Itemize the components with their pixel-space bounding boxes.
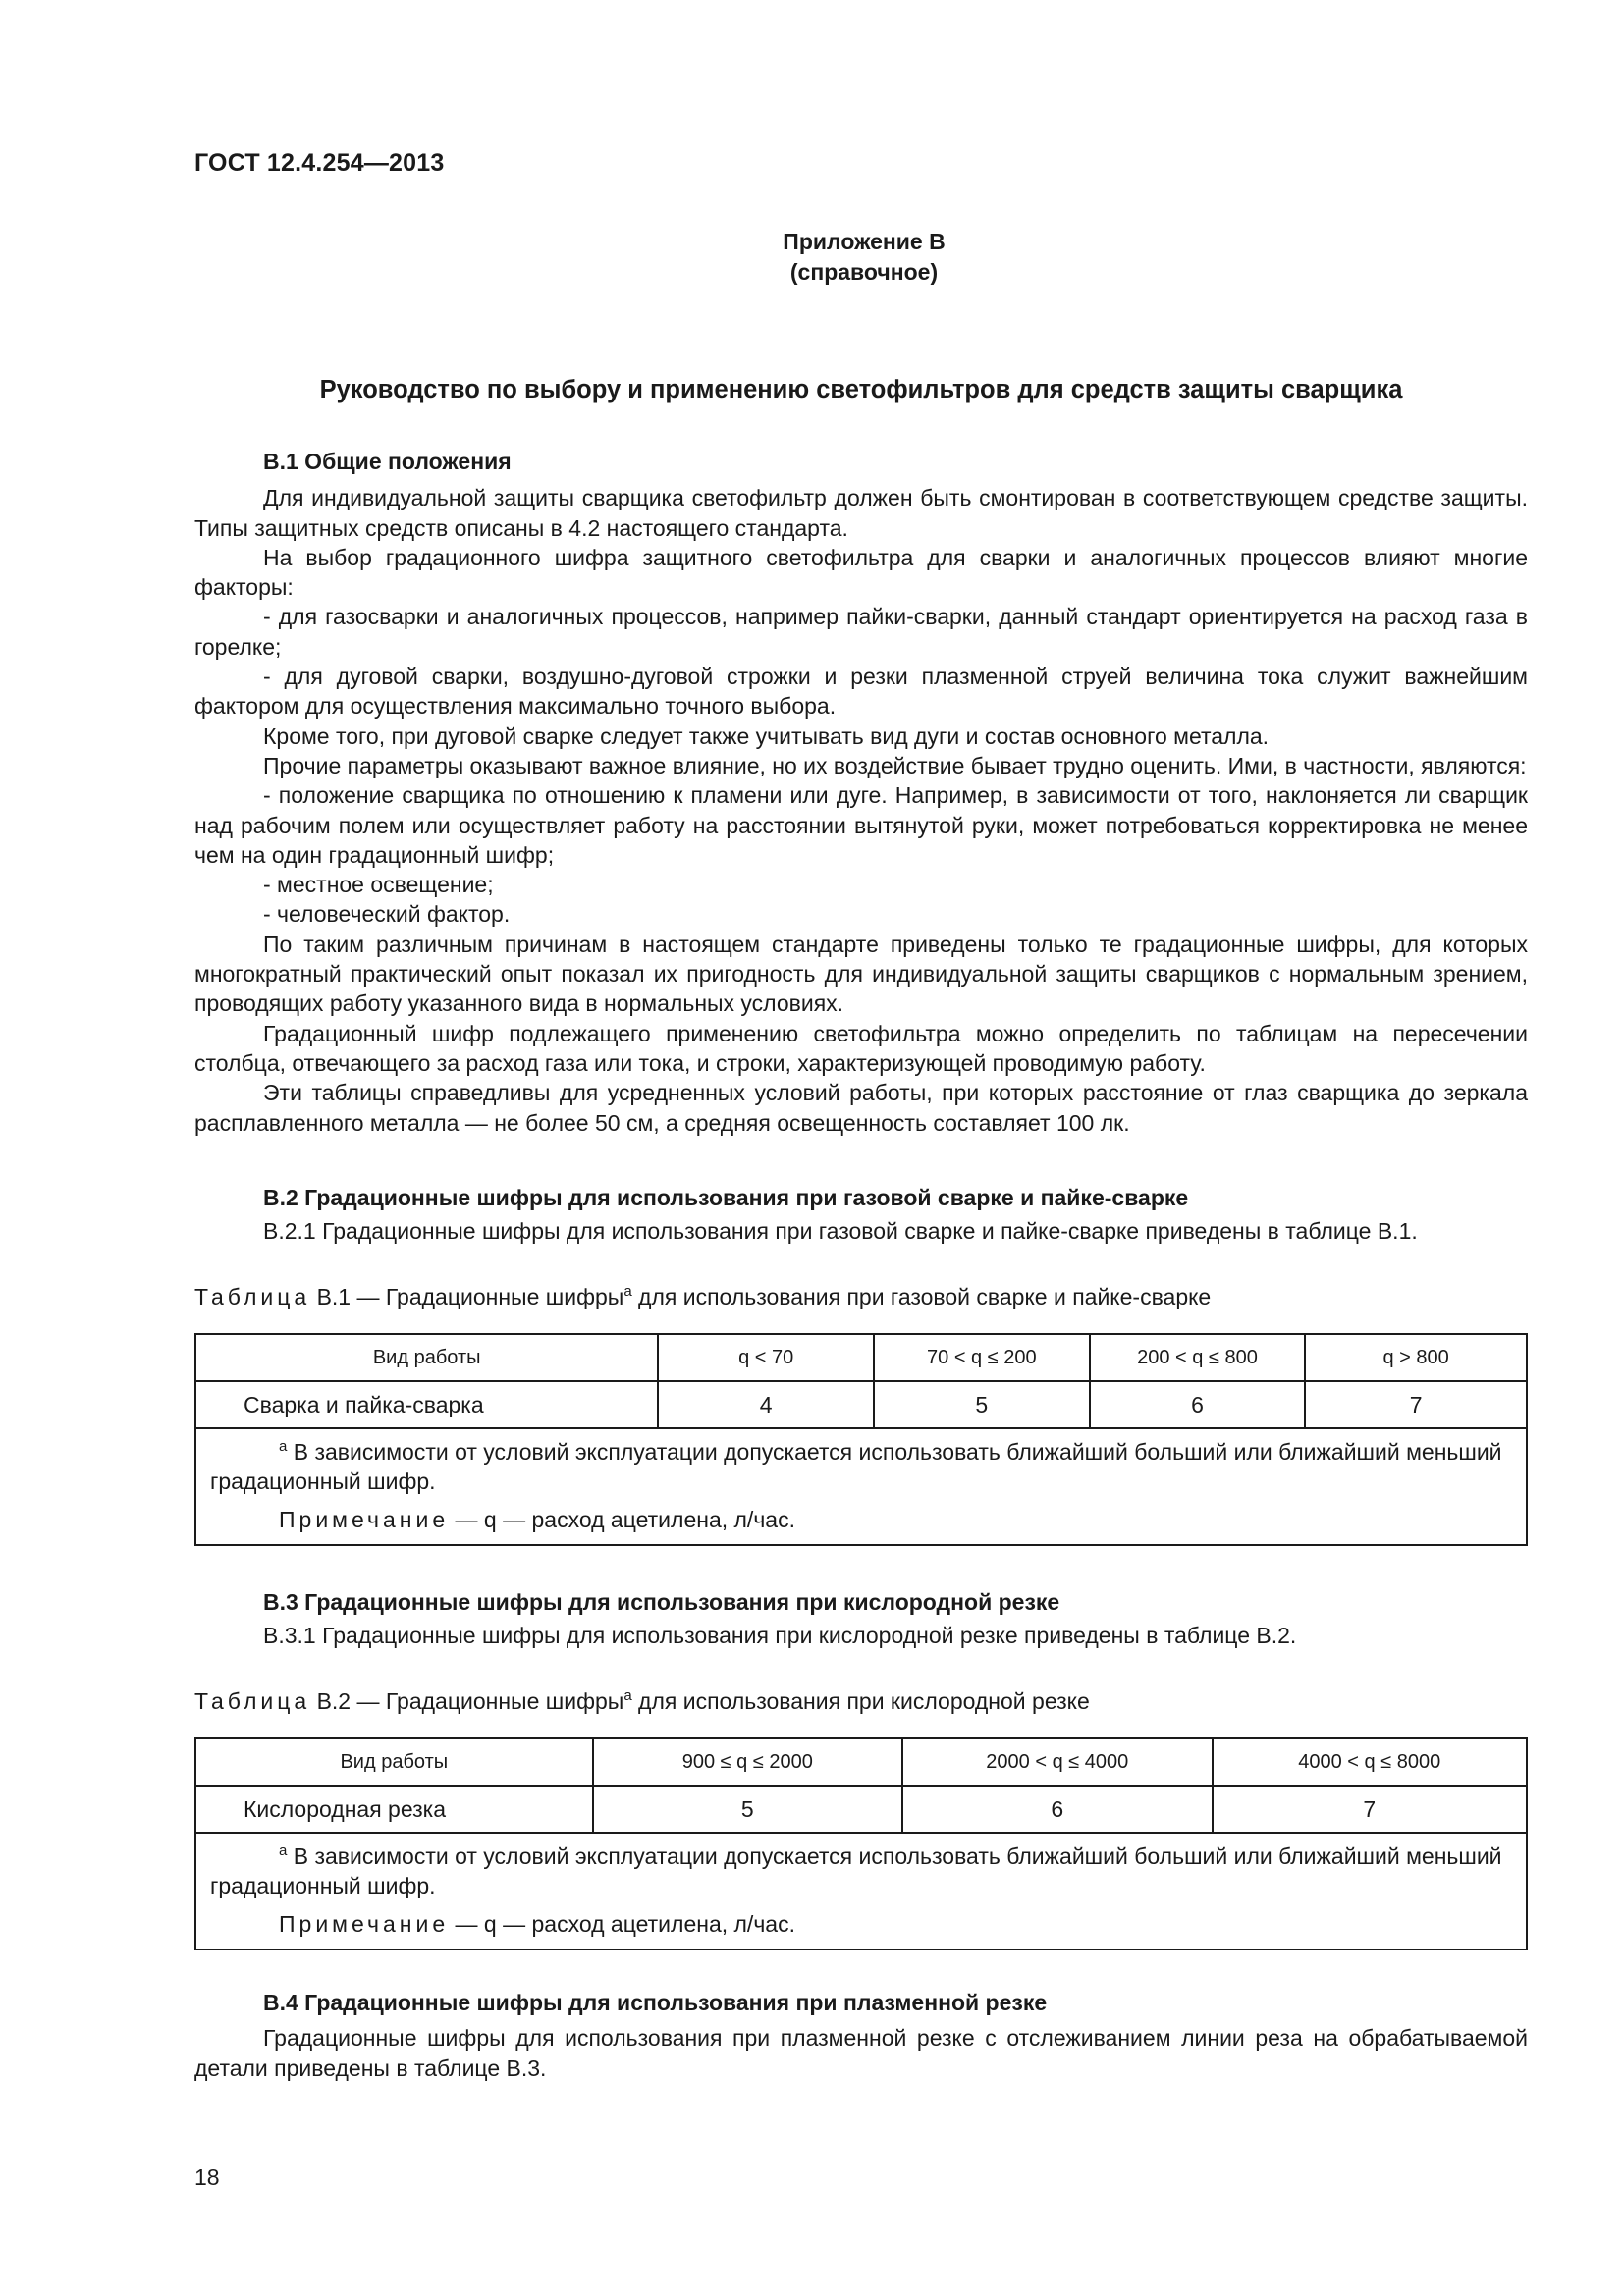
table-header-row xyxy=(195,1334,1527,1381)
header-cell: Вид работы xyxy=(195,1738,593,1786)
paragraph: Градационный шифр подлежащего применению светофильтра можно определить по таблицам на пересечении столбца, отвечающего за расход газа или тока, и строки, характеризующей проводимую работу. xyxy=(194,1020,1528,1076)
header-cell: Вид работы xyxy=(195,1334,658,1381)
header-cell: 70 < q ≤ 200 xyxy=(874,1334,1090,1381)
table-row xyxy=(195,1381,1527,1428)
paragraph: - положение сварщика по отношению к пламени или дуге. Например, в зависимости от того, наклоняется ли сварщик над рабочим полем или осуществляет работу на расстоянии вытянутой руки, может потребоваться корректировка не менее чем на один градационный шифр; xyxy=(194,782,1528,868)
table-footer-row xyxy=(195,1428,1527,1545)
table-row xyxy=(195,1786,1527,1833)
table-cell: 6 xyxy=(1090,1381,1306,1428)
paragraph: Кроме того, при дуговой сварке следует также учитывать вид дуги и состав основного металла. xyxy=(263,722,1270,749)
table-cell: 7 xyxy=(1305,1381,1527,1428)
table-cell: 5 xyxy=(874,1381,1090,1428)
paragraph: В.3.1 Градационные шифры для использования при кислородной резке приведены в таблице В.2. xyxy=(263,1623,1297,1649)
section-b3 xyxy=(194,1587,1528,1651)
header-cell: 900 ≤ q ≤ 2000 xyxy=(593,1738,902,1786)
table-cell: 7 xyxy=(1213,1786,1527,1833)
table-cell: 6 xyxy=(902,1786,1212,1833)
paragraph: На выбор градационного шифра защитного светофильтра для сварки и аналогичных процессов влияют многие факторы: xyxy=(194,544,1528,601)
paragraph: Градационные шифры для использования при плазменной резке с отслеживанием линии реза на обрабатываемой детали приведены в таблице В.3. xyxy=(194,2025,1528,2081)
paragraph: - для дуговой сварки, воздушно-дуговой строжки и резки плазменной струей величина тока служит важнейшим фактором для осуществления максимально точного выбора. xyxy=(194,664,1528,720)
table-note: Примечание — q — расход ацетилена, л/час. xyxy=(279,1506,795,1532)
caption-word: Таблица xyxy=(194,1284,311,1309)
table-footer-row xyxy=(195,1833,1527,1949)
paragraph: В.2.1 Градационные шифры для использования при газовой сварке и пайке-сварке приведены в таблице В.1. xyxy=(263,1218,1418,1245)
paragraph: Для индивидуальной защиты сварщика светофильтр должен быть смонтирован в соответствующем средстве защиты. Типы защитных средств описаны в 4.2 настоящего стандарта. xyxy=(194,485,1528,541)
row-label: Сварка и пайка-сварка xyxy=(195,1381,658,1428)
table-b1 xyxy=(194,1333,1528,1546)
standard-code: ГОСТ 12.4.254—2013 xyxy=(194,149,445,177)
table-cell: 5 xyxy=(593,1786,902,1833)
footnote: $^a$ В зависимости от условий эксплуатации допускается использовать ближайший больший или ближайший меньший градационный шифр. xyxy=(210,1842,1502,1899)
paragraph: - для газосварки и аналогичных процессов, например пайки-сварки, данный стандарт ориентируется на расход газа в горелке; xyxy=(194,604,1528,660)
section-b1-heading: В.1 Общие положения xyxy=(263,449,512,474)
header-cell: 200 < q ≤ 800 xyxy=(1090,1334,1306,1381)
paragraph: По таким различным причинам в настоящем стандарте приведены только те градационные шифры, для которых многократный практический опыт показал их пригодность для индивидуальной защиты сварщиков с нормальным зрением, проводящих работу указанного вида в нормальных условиях. xyxy=(194,931,1528,1017)
paragraph: - местное освещение; xyxy=(263,872,494,898)
header-cell: 2000 < q ≤ 4000 xyxy=(902,1738,1212,1786)
main-title: Руководство по выбору и применению светофильтров для средств защиты сварщика xyxy=(319,376,1403,403)
header-cell: q < 70 xyxy=(658,1334,874,1381)
section-b4 xyxy=(194,1988,1528,2083)
section-b1 xyxy=(194,447,1528,1138)
annex-kind: (справочное) xyxy=(789,259,939,285)
paragraph: Эти таблицы справедливы для усредненных условий работы, при которых расстояние от глаз сварщика до зеркала расплавленного металла — не более 50 см, а средняя освещенность составляет 100 лк. xyxy=(194,1080,1528,1136)
table-footer xyxy=(195,1833,1527,1949)
table-cell: 4 xyxy=(658,1381,874,1428)
paragraph: Прочие параметры оказывают важное влияние, но их воздействие бывает трудно оценить. Ими, в частности, являются: xyxy=(263,752,1527,778)
footnote: $^a$ В зависимости от условий эксплуатации допускается использовать ближайший больший или ближайший меньший градационный шифр. xyxy=(210,1438,1502,1495)
table-b2 xyxy=(194,1737,1528,1950)
table-b1-caption: Таблица В.1 — Градационные шифры$^a$ для использования при газовой сварке и пайке-сварке xyxy=(194,1283,1212,1309)
table-note: Примечание — q — расход ацетилена, л/час. xyxy=(279,1910,795,1937)
section-b2-heading: В.2 Градационные шифры для использования при газовой сварке и пайке-сварке xyxy=(263,1185,1189,1210)
caption-word: Таблица xyxy=(194,1688,311,1714)
header-cell: 4000 < q ≤ 8000 xyxy=(1213,1738,1527,1786)
section-b3-heading: В.3 Градационные шифры для использования при кислородной резке xyxy=(263,1589,1060,1615)
table-header-row xyxy=(195,1738,1527,1786)
page-number: 18 xyxy=(194,2164,220,2190)
paragraph: - человеческий фактор. xyxy=(263,901,511,928)
row-label: Кислородная резка xyxy=(195,1786,593,1833)
table-footer xyxy=(195,1428,1527,1545)
annex-title: Приложение В xyxy=(783,229,946,254)
section-b4-heading: В.4 Градационные шифры для использования при плазменной резке xyxy=(263,1990,1048,2015)
table-b2-caption: Таблица В.2 — Градационные шифры$^a$ для использования при кислородной резке xyxy=(194,1687,1090,1714)
section-b2 xyxy=(194,1183,1528,1247)
header-cell: q > 800 xyxy=(1305,1334,1527,1381)
